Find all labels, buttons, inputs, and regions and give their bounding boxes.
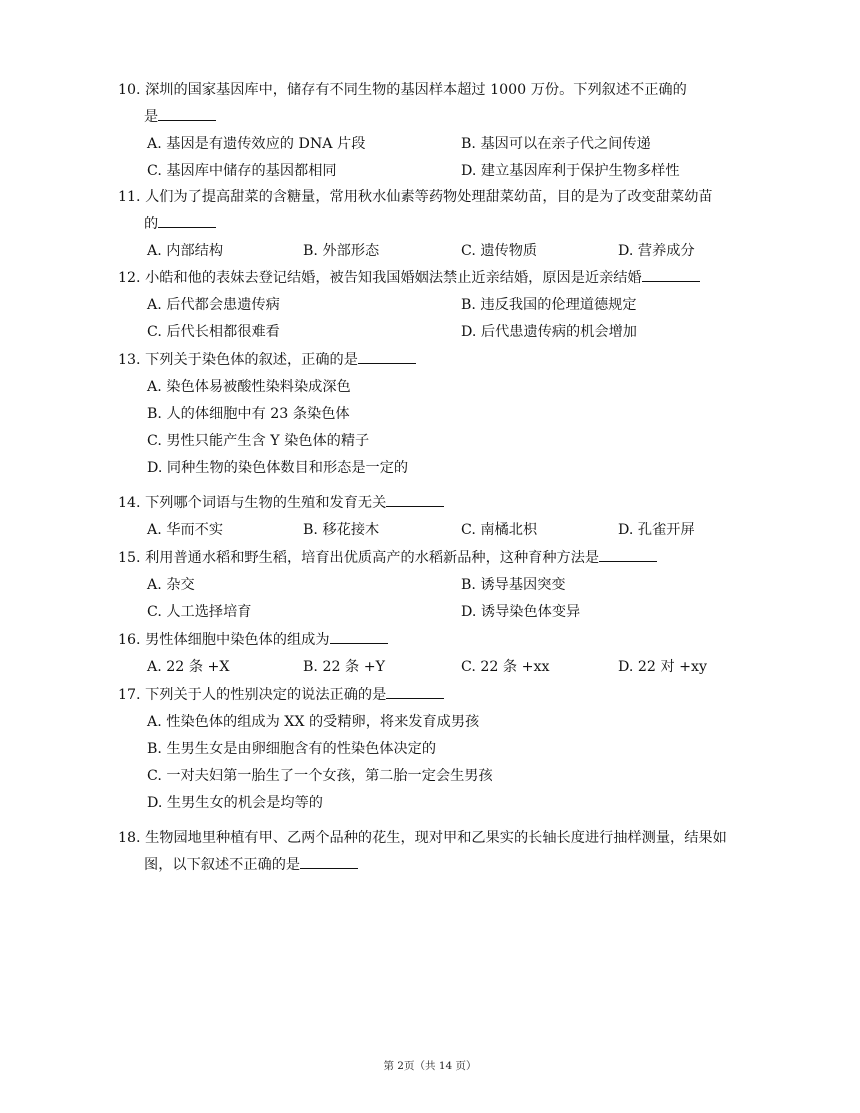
question-number: 15.: [118, 550, 141, 566]
question-18: [118, 825, 768, 879]
option-d: D. 孔雀开屏: [618, 522, 695, 538]
question-text-cont: 图，以下叙述不正确的是: [144, 857, 301, 873]
question-text: 利用普通水稻和野生稻，培育出优质高产的水稻新品种，这种育种方法是: [145, 550, 600, 566]
option-b: B. 22 条 +Y: [303, 659, 385, 675]
option-d: D. 诱导染色体变异: [461, 604, 581, 620]
option-a: A. 性染色体的组成为 XX 的受精卵，将来发育成男孩: [147, 714, 480, 730]
option-a: A. 染色体易被酸性染料染成深色: [147, 379, 351, 395]
option-d: D. 建立基因库利于保护生物多样性: [461, 163, 680, 179]
option-c: C. 后代长相都很难看: [147, 324, 280, 340]
question-16: [118, 627, 768, 681]
option-c: C. 22 条 +xx: [461, 659, 550, 675]
option-a: A. 后代都会患遗传病: [147, 297, 280, 313]
question-17: [118, 682, 768, 817]
question-text: 深圳的国家基因库中，储存有不同生物的基因样本超过 1000 万份。下列叙述不正确的: [145, 82, 687, 98]
option-d: D. 同种生物的染色体数目和形态是一定的: [147, 460, 409, 476]
question-10: [118, 77, 768, 185]
option-b: B. 移花接木: [303, 522, 380, 538]
question-text: 生物园地里种植有甲、乙两个品种的花生，现对甲和乙果实的长轴长度进行抽样测量，结果如: [145, 830, 727, 846]
question-number: 16.: [118, 632, 141, 648]
answer-blank[interactable]: [386, 684, 444, 699]
question-15: [118, 545, 768, 626]
answer-blank[interactable]: [330, 629, 388, 644]
option-b: B. 人的体细胞中有 23 条染色体: [147, 406, 350, 422]
question-11: [118, 184, 768, 265]
option-c: C. 男性只能产生含 Y 染色体的精子: [147, 433, 370, 449]
option-d: D. 营养成分: [618, 243, 695, 259]
question-text-cont: 的: [144, 216, 159, 232]
option-b: B. 生男生女是由卵细胞含有的性染色体决定的: [147, 741, 437, 757]
question-text: 男性体细胞中染色体的组成为: [145, 632, 330, 648]
option-b: B. 基因可以在亲子代之间传递: [461, 136, 651, 152]
question-text: 下列关于人的性别决定的说法正确的是: [145, 687, 387, 703]
option-b: B. 诱导基因突变: [461, 577, 566, 593]
question-number: 10.: [118, 82, 141, 98]
option-c: C. 一对夫妇第一胎生了一个女孩，第二胎一定会生男孩: [147, 768, 493, 784]
question-text: 下列哪个词语与生物的生殖和发育无关: [145, 495, 387, 511]
answer-blank[interactable]: [599, 547, 657, 562]
option-c: C. 人工选择培育: [147, 604, 252, 620]
option-d: D. 生男生女的机会是均等的: [147, 795, 323, 811]
option-c: C. 基因库中储存的基因都相同: [147, 163, 337, 179]
question-text: 小皓和他的表妹去登记结婚，被告知我国婚姻法禁止近亲结婚，原因是近亲结婚: [145, 270, 642, 286]
option-a: A. 内部结构: [147, 243, 224, 259]
question-text: 人们为了提高甜菜的含糖量，常用秋水仙素等药物处理甜菜幼苗，目的是为了改变甜菜幼苗: [145, 189, 713, 205]
question-text: 下列关于染色体的叙述，正确的是: [145, 352, 358, 368]
option-b: B. 违反我国的伦理道德规定: [461, 297, 637, 313]
option-a: A. 杂交: [147, 577, 195, 593]
option-a: A. 华而不实: [147, 522, 224, 538]
option-c: C. 遗传物质: [461, 243, 538, 259]
option-d: D. 后代患遗传病的机会增加: [461, 324, 637, 340]
answer-blank[interactable]: [158, 213, 216, 228]
option-a: A. 22 条 +X: [147, 659, 230, 675]
question-number: 13.: [118, 352, 141, 368]
option-a: A. 基因是有遗传效应的 DNA 片段: [147, 136, 366, 152]
answer-blank[interactable]: [642, 267, 700, 282]
answer-blank[interactable]: [158, 106, 216, 121]
question-text-cont: 是: [144, 109, 159, 125]
question-number: 18.: [118, 830, 141, 846]
option-c: C. 南橘北枳: [461, 522, 538, 538]
question-12: [118, 265, 768, 346]
question-number: 11.: [118, 189, 141, 205]
question-14: [118, 490, 768, 544]
option-d: D. 22 对 +xy: [618, 659, 708, 675]
question-number: 12.: [118, 270, 141, 286]
page-footer: 第 2页（共 14 页）: [383, 1060, 477, 1072]
answer-blank[interactable]: [358, 349, 416, 364]
answer-blank[interactable]: [386, 492, 444, 507]
question-number: 17.: [118, 687, 141, 703]
answer-blank[interactable]: [300, 854, 358, 869]
option-b: B. 外部形态: [303, 243, 380, 259]
question-number: 14.: [118, 495, 141, 511]
question-13: [118, 347, 768, 482]
